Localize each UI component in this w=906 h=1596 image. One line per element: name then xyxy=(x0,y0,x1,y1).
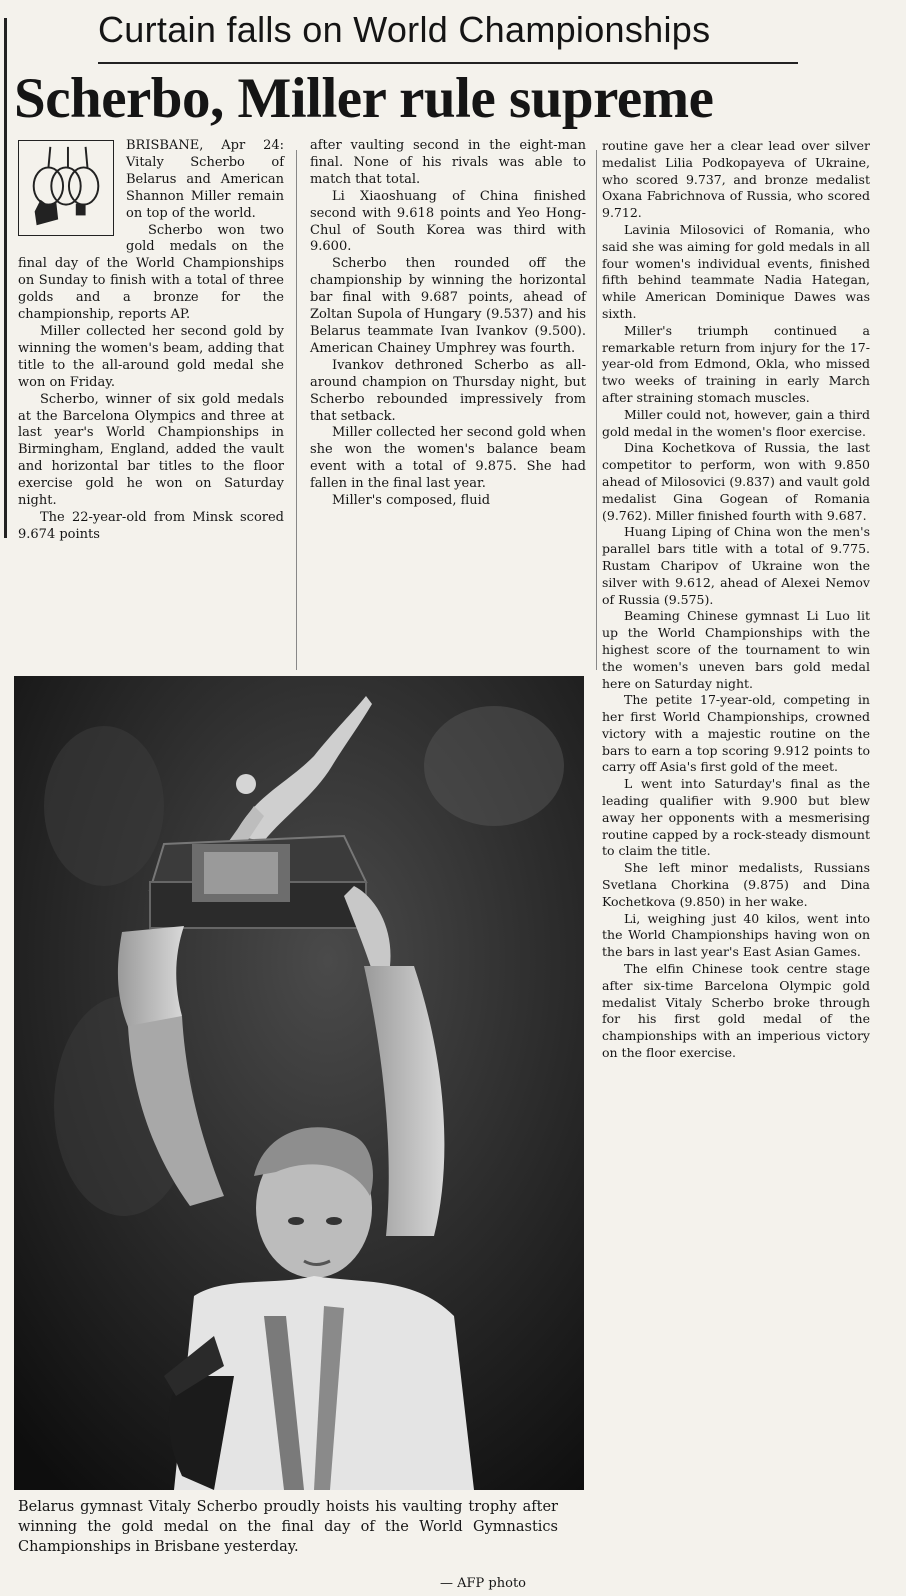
article-paragraph: Scherbo then rounded off the championship by winning the horizontal bar final with 9.687 points, ahead of Zoltan Supola of Hungary (9.537) and his Belarus teammate Ivan Ivankov (9.500). American Chainey Umphrey was fourth. xyxy=(310,256,586,356)
article-paragraph: Scherbo, winner of six gold medals at the Barcelona Olympics and three at last year's World Championships in Birmingham, England, added the vault and horizontal bar titles to the floor exercise gold he won on Saturday night. xyxy=(18,391,284,509)
column-divider xyxy=(596,150,597,670)
article-paragraph: L went into Saturday's final as the leading qualifier with 9.900 but blew away her opponents with a mesmerising routine capped by a rock-steady dismount to claim the title. xyxy=(602,776,870,859)
article-column-1 xyxy=(18,138,284,544)
article-paragraph: Miller could not, however, gain a third gold medal in the women's floor exercise. xyxy=(602,406,870,439)
news-photo xyxy=(14,676,584,1490)
article-paragraph: Li Xiaoshuang of China finished second with 9.618 points and Yeo Hong-Chul of South Korea was third with 9.600. xyxy=(310,188,586,255)
article-paragraph: BRISBANE, Apr 24: Vitaly Scherbo of Belarus and American Shannon Miller remain on top of the world. xyxy=(126,138,284,221)
article-paragraph: after vaulting second in the eight-man final. None of his rivals was able to match that total. xyxy=(310,138,586,187)
article-paragraph: Huang Liping of China won the men's parallel bars title with a total of 9.775. Rustam Charipov of Ukraine won the silver with 9.612, ahead of Alexei Nemov of Russia (9.575). xyxy=(602,524,870,607)
article-paragraph: The petite 17-year-old, competing in her first World Championships, crowned victory with a majestic routine on the bars to earn a top scoring 9.912 points to carry off Asia's first gold of the meet. xyxy=(602,692,870,775)
photo-credit: — AFP photo xyxy=(440,1576,526,1591)
article-paragraph: Miller's composed, fluid xyxy=(332,493,491,509)
article-paragraph: routine gave her a clear lead over silver medalist Lilia Podkopayeva of Ukraine, who scored 9.737, and bronze medalist Oxana Fabrichnova of Russia, who scored 9.712. xyxy=(602,138,870,221)
column-divider xyxy=(296,150,297,670)
article-paragraph: Lavinia Milosovici of Romania, who said she was aiming for gold medals in all four women's individual events, finished fifth behind teammate Nadia Hategan, while American Dominique Dawes was sixth. xyxy=(602,221,870,321)
article-paragraph: The 22-year-old from Minsk scored 9.674 points xyxy=(18,509,284,542)
article-column-3 xyxy=(602,138,870,1062)
gymnastics-rings-logo-icon xyxy=(18,140,114,236)
article-paragraph: Miller collected her second gold by winning the women's beam, adding that title to the all-around gold medal she won on Friday. xyxy=(18,323,284,390)
margin-rule xyxy=(4,18,7,538)
main-headline: Scherbo, Miller rule supreme xyxy=(14,67,714,130)
gymnast-holding-trophy-photo xyxy=(14,676,584,1490)
article-paragraph: Miller collected her second gold when she won the women's balance beam event with a total of 9.875. She had fallen in the final last year. xyxy=(310,425,586,492)
article-paragraph: Scherbo won two gold medals on the final day of the World Championships on Sunday to finish with a total of three golds and a bronze for the championship, reports AP. xyxy=(18,222,284,323)
article-paragraph: Dina Kochetkova of Russia, the last competitor to perform, won with 9.850 ahead of Milosovici (9.837) and vault gold medalist Gina Gogean of Romania (9.762). Miller finished fourth with 9.687. xyxy=(602,440,870,523)
photo-caption: Belarus gymnast Vitaly Scherbo proudly hoists his vaulting trophy after winning the gold medal on the final day of the World Gymnastics Championships in Brisbane yesterday. xyxy=(18,1499,558,1555)
kicker-underline xyxy=(98,62,798,64)
article-paragraph: Beaming Chinese gymnast Li Luo lit up the World Championships with the highest score of the tournament to win the women's uneven bars gold medal here on Saturday night. xyxy=(602,608,870,691)
article-column-2 xyxy=(310,138,586,510)
article-paragraph: She left minor medalists, Russians Svetlana Chorkina (9.875) and Dina Kochetkova (9.850) in her wake. xyxy=(602,860,870,909)
kicker-headline: Curtain falls on World Championships xyxy=(98,9,711,50)
article-paragraph: The elfin Chinese took centre stage after six-time Barcelona Olympic gold medalist Vitaly Scherbo broke through for his first gold medal of the championships with an imperious victory on the floor exercise. xyxy=(602,961,870,1061)
article-paragraph: Miller's triumph continued a remarkable return from injury for the 17-year-old from Edmond, Okla, who missed two weeks of training in early March after straining stomach muscles. xyxy=(602,322,870,405)
article-paragraph: Li, weighing just 40 kilos, went into the World Championships having won on the bars in last year's East Asian Games. xyxy=(602,910,870,960)
article-paragraph: Ivankov dethroned Scherbo as all-around champion on Thursday night, but Scherbo rebounded impressively from that setback. xyxy=(310,357,586,424)
